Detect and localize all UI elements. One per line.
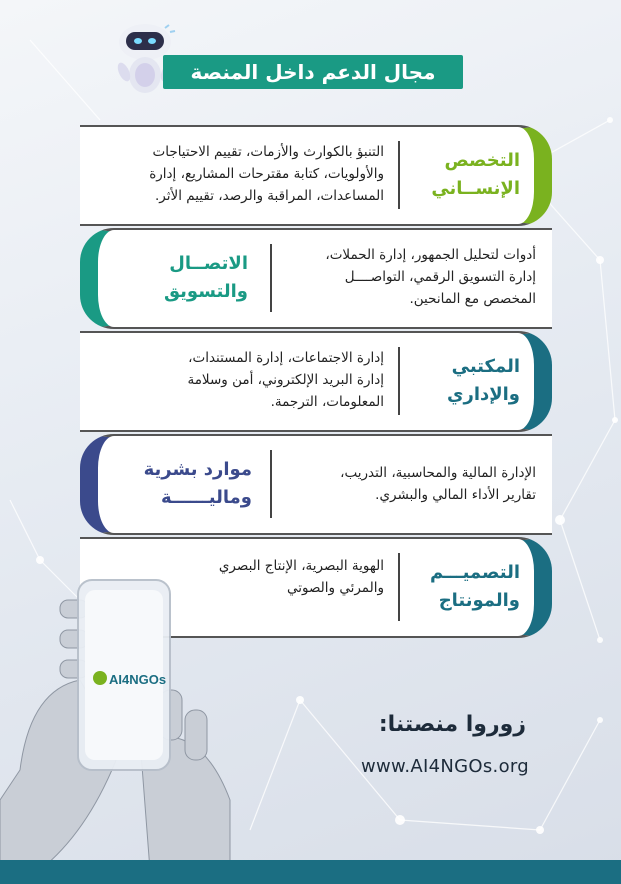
- divider: [270, 244, 272, 312]
- section-heading: الاتصــال والتسويق: [163, 253, 248, 302]
- robot-hand-phone-illustration: [0, 570, 240, 870]
- section-description: الإدارة المالية والمحاسبية، التدريب، تقارير الأداء المالي والبشري.: [340, 465, 536, 503]
- bottom-bar: [0, 860, 621, 884]
- logo-globe-icon: [93, 671, 107, 685]
- section-office-admin: [80, 331, 552, 432]
- page-title: مجال الدعم داخل المنصة: [190, 60, 436, 84]
- section-heading: التخصص الإنســاني: [431, 150, 520, 199]
- divider: [398, 553, 400, 621]
- website-link[interactable]: www.AI4NGOs.org: [360, 756, 529, 777]
- section-heading: موارد بشرية وماليــــــة: [143, 459, 252, 508]
- section-description: الهوية البصرية، الإنتاج البصري والمرئي والصوتي: [218, 558, 384, 596]
- divider: [270, 450, 272, 518]
- visit-platform-text: زوروا منصتنا:: [378, 712, 526, 737]
- section-heading: التصميـــم والمونتاج: [430, 562, 520, 611]
- section-description: إدارة الاجتماعات، إدارة المستندات، إدارة البريد الإلكتروني، أمن وسلامة المعلومات، الترجمة.: [187, 350, 384, 410]
- section-description: أدوات لتحليل الجمهور، إدارة الحملات، إدارة التسويق الرقمي، التواصــــل المخصص مع المانحين.: [325, 247, 536, 307]
- logo-text: AI4NGOs: [109, 672, 167, 687]
- section-hr-finance: [80, 434, 552, 535]
- section-communication-marketing: [80, 228, 552, 329]
- section-description: التنبؤ بالكوارث والأزمات، تقييم الاحتياجات والأولويات، كتابة مقترحات المشاريع، إدارة المساعدات، المراقبة والرصد، تقييم الأثر.: [149, 144, 384, 204]
- section-humanitarian: [80, 125, 552, 226]
- page-title-badge: [163, 55, 463, 89]
- section-heading: المكتبي والإداري: [446, 356, 520, 405]
- divider: [398, 347, 400, 415]
- divider: [398, 141, 400, 209]
